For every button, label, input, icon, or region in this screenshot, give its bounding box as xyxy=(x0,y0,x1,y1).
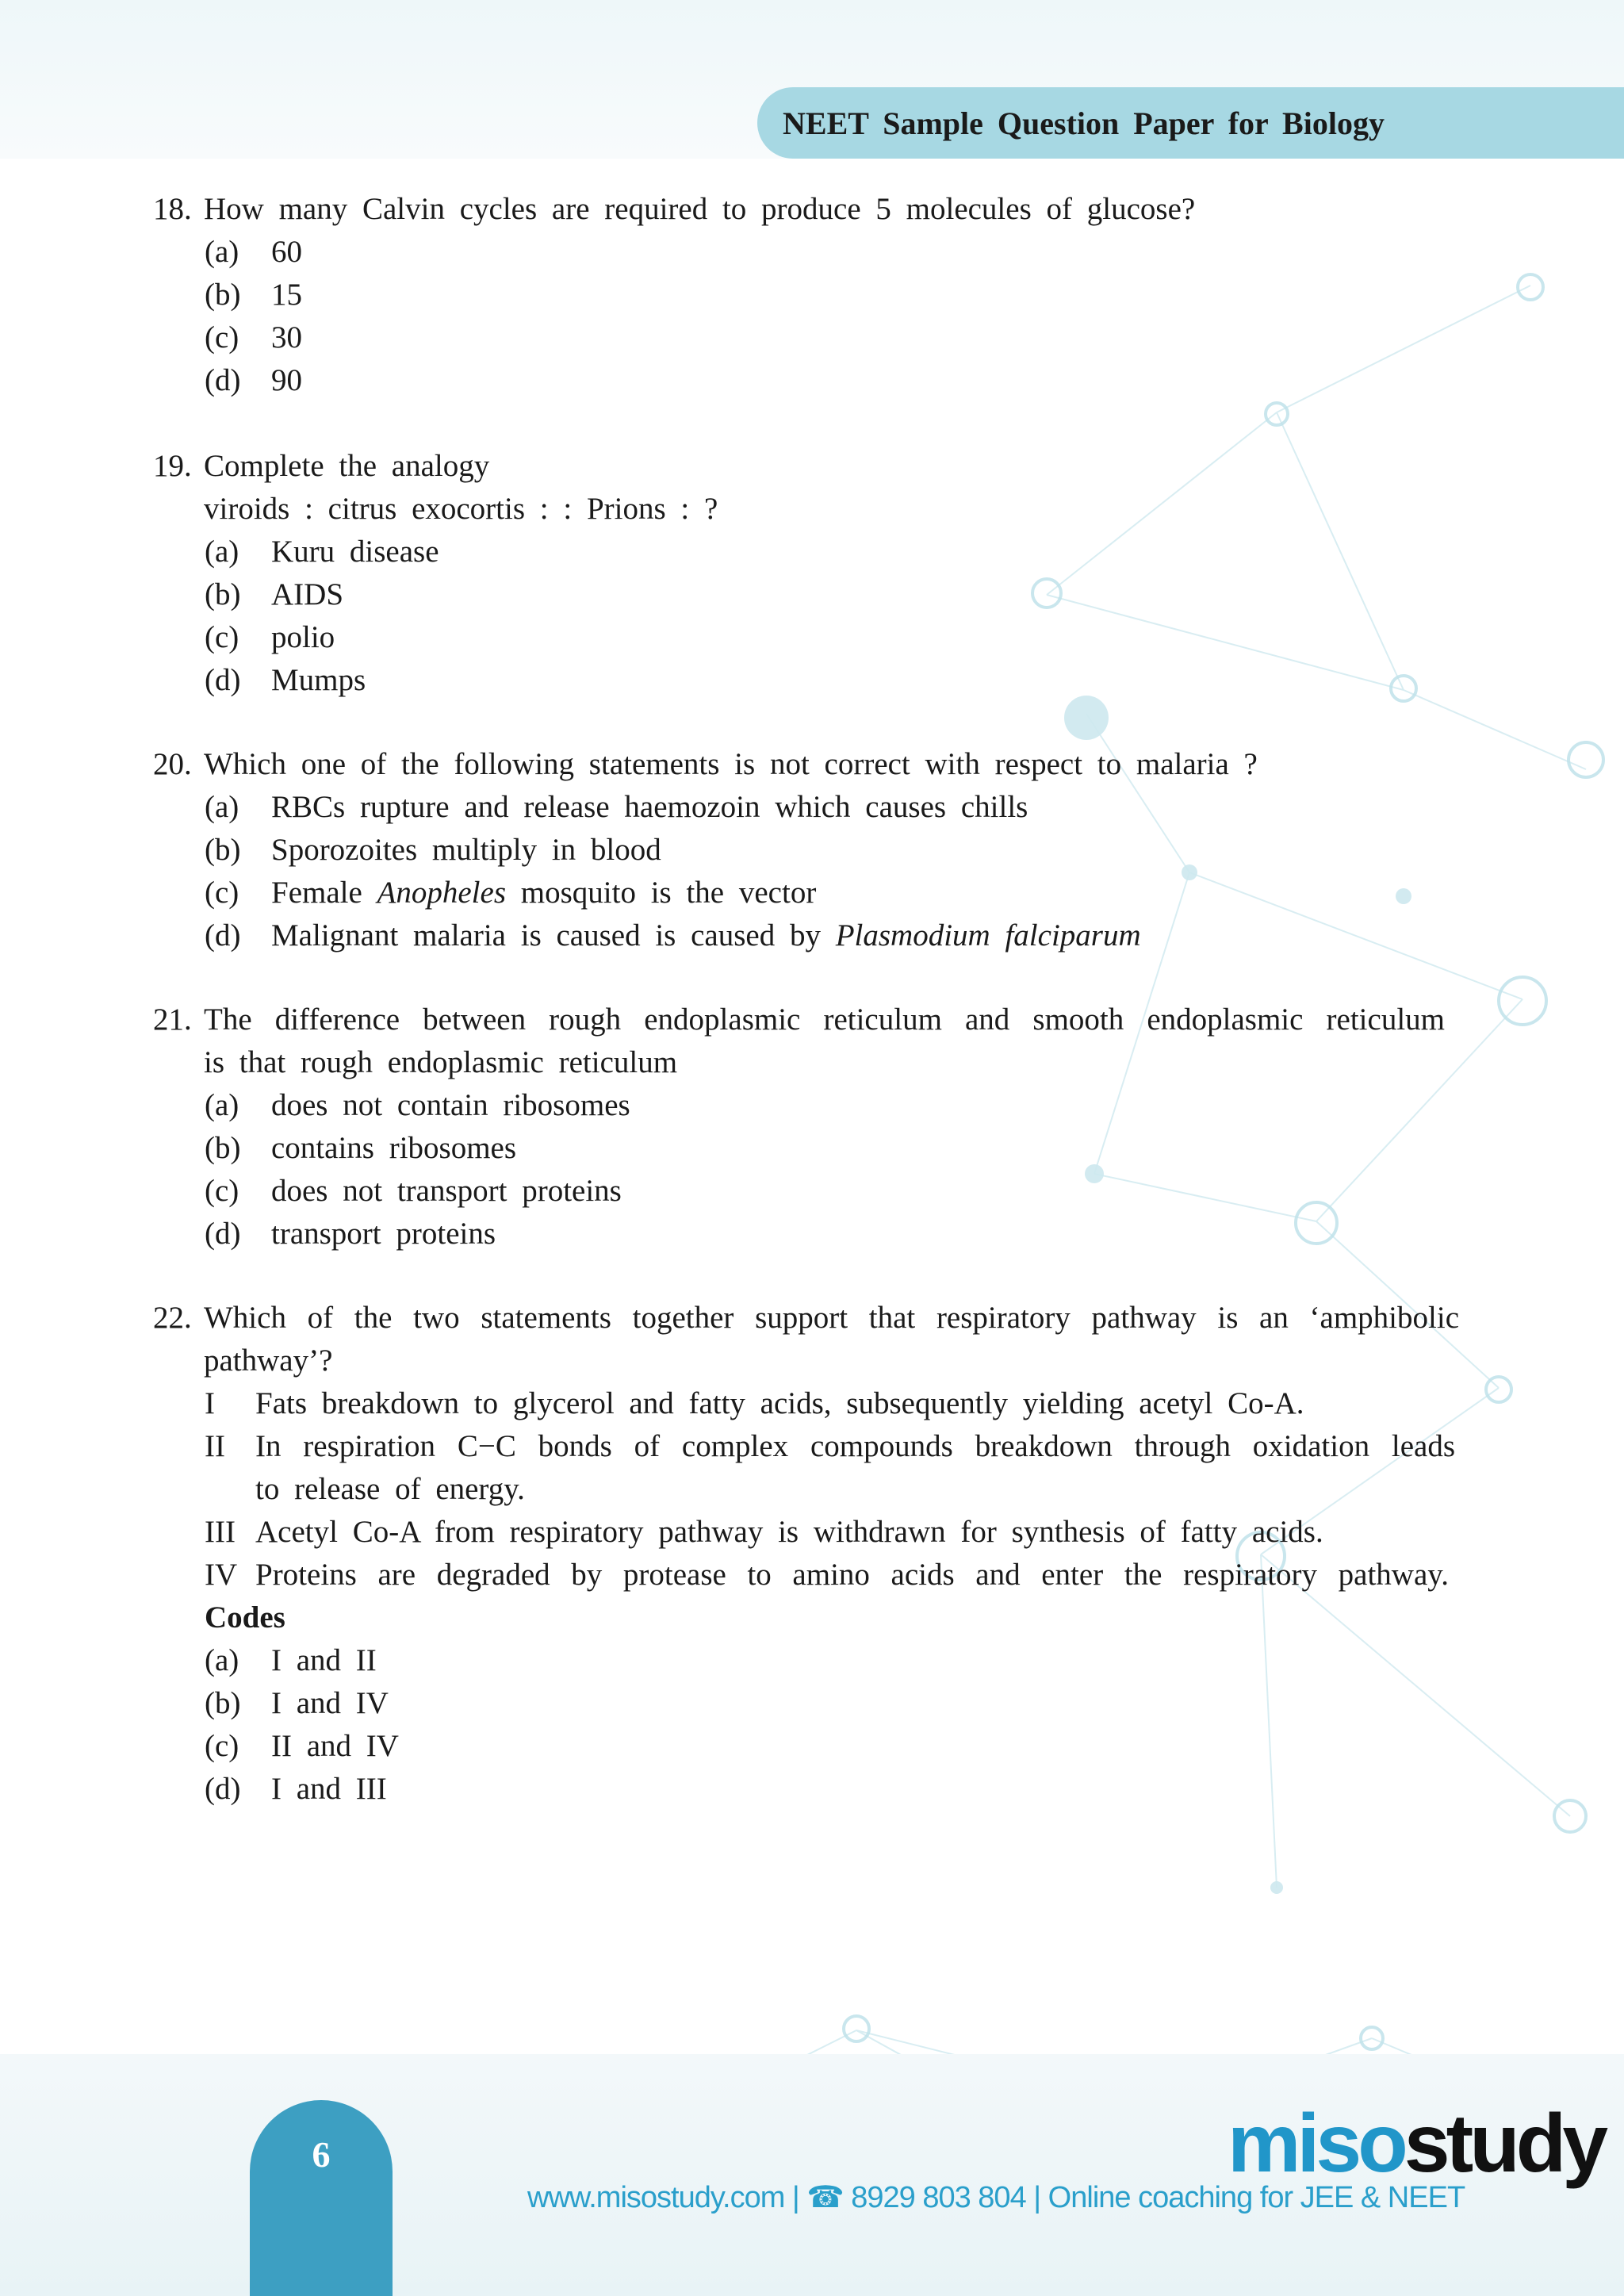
option-label: (d) xyxy=(205,918,241,953)
option-text xyxy=(271,914,1141,957)
option-label: (c) xyxy=(205,1729,239,1763)
option-text: 15 xyxy=(271,278,302,312)
page-number-tab xyxy=(250,2100,393,2296)
option-text: 60 xyxy=(271,235,302,269)
option-text: Kuru disease xyxy=(271,535,439,569)
header-title: NEET Sample Question Paper for Biology xyxy=(783,105,1385,141)
question-number: 19. xyxy=(153,449,192,483)
option-text: I and IV xyxy=(271,1686,389,1720)
contact-line: www.misostudy.com | ☎ 8929 803 804 | Online coaching for JEE & NEET xyxy=(527,2181,1465,2214)
statement-label: III xyxy=(205,1515,236,1549)
option-text-italic: Anopheles xyxy=(377,876,507,910)
option-text: II and IV xyxy=(271,1729,399,1763)
statement-text: In respiration C−C bonds of complex compounds breakdown through oxidation leads xyxy=(255,1429,1455,1463)
option-text: polio xyxy=(271,620,335,654)
option-text xyxy=(271,872,816,914)
option-label: (c) xyxy=(205,620,239,654)
option-text: transport proteins xyxy=(271,1217,496,1251)
question-text: is that rough endoplasmic reticulum xyxy=(204,1045,678,1079)
option-text: contains ribosomes xyxy=(271,1131,517,1165)
option-text-part: Malignant malaria is caused is caused by xyxy=(271,918,836,953)
option-label: (a) xyxy=(205,1088,239,1122)
question-number: 22. xyxy=(153,1301,192,1335)
option-label: (b) xyxy=(205,1686,241,1720)
option-label: (a) xyxy=(205,790,239,824)
statement-label: II xyxy=(205,1429,225,1463)
option-text: I and II xyxy=(271,1643,377,1677)
option-label: (a) xyxy=(205,535,239,569)
codes-label: Codes xyxy=(205,1600,285,1635)
option-label: (c) xyxy=(205,320,239,355)
question-text: Which one of the following statements is not correct with respect to malaria ? xyxy=(204,747,1258,781)
option-text: does not contain ribosomes xyxy=(271,1088,630,1122)
option-label: (d) xyxy=(205,1217,241,1251)
option-text-italic: Plasmodium falciparum xyxy=(835,918,1141,953)
logo-text-part1: miso xyxy=(1228,2098,1404,2190)
option-text: does not transport proteins xyxy=(271,1174,622,1208)
option-text-part: mosquito is the vector xyxy=(506,876,817,910)
question-text: viroids : citrus exocortis : : Prions : ? xyxy=(204,492,718,526)
statement-label: IV xyxy=(205,1558,238,1592)
statement-text: to release of energy. xyxy=(255,1472,525,1506)
header-banner xyxy=(757,87,1624,159)
statement-label: I xyxy=(205,1386,215,1420)
option-text: 90 xyxy=(271,363,302,397)
option-label: (a) xyxy=(205,235,239,269)
option-text-part: Female xyxy=(271,876,377,910)
option-text: Mumps xyxy=(271,663,366,697)
option-text: Sporozoites multiply in blood xyxy=(271,833,661,867)
option-label: (a) xyxy=(205,1643,239,1677)
question-text: The difference between rough endoplasmic reticulum and smooth endoplasmic reticulum xyxy=(204,1002,1445,1037)
option-label: (c) xyxy=(205,1174,239,1208)
question-number: 18. xyxy=(153,192,192,226)
option-label: (b) xyxy=(205,833,241,867)
option-label: (b) xyxy=(205,1131,241,1165)
logo-text-part2: study xyxy=(1404,2098,1605,2190)
question-text: Which of the two statements together support that respiratory pathway is an ‘amphibolic xyxy=(204,1301,1459,1335)
option-label: (b) xyxy=(205,577,241,611)
question-number: 20. xyxy=(153,747,192,781)
option-text: RBCs rupture and release haemozoin which causes chills xyxy=(271,790,1028,824)
option-label: (b) xyxy=(205,278,241,312)
option-text: AIDS xyxy=(271,577,344,611)
statement-text: Fats breakdown to glycerol and fatty acids, subsequently yielding acetyl Co-A. xyxy=(255,1386,1304,1420)
statement-text: Proteins are degraded by protease to amino acids and enter the respiratory pathway. xyxy=(255,1558,1449,1592)
question-number: 21. xyxy=(153,1002,192,1037)
option-label: (d) xyxy=(205,1772,241,1806)
option-label: (d) xyxy=(205,663,241,697)
page-number: 6 xyxy=(312,2134,331,2175)
misostudy-logo xyxy=(1228,2098,1605,2190)
option-text: 30 xyxy=(271,320,302,355)
option-text: I and III xyxy=(271,1772,387,1806)
question-text: pathway’? xyxy=(204,1343,333,1378)
option-label: (c) xyxy=(205,876,239,910)
question-text: Complete the analogy xyxy=(204,449,490,483)
option-label: (d) xyxy=(205,363,241,397)
statement-text: Acetyl Co-A from respiratory pathway is withdrawn for synthesis of fatty acids. xyxy=(255,1515,1323,1549)
question-text: How many Calvin cycles are required to produce 5 molecules of glucose? xyxy=(204,192,1196,226)
